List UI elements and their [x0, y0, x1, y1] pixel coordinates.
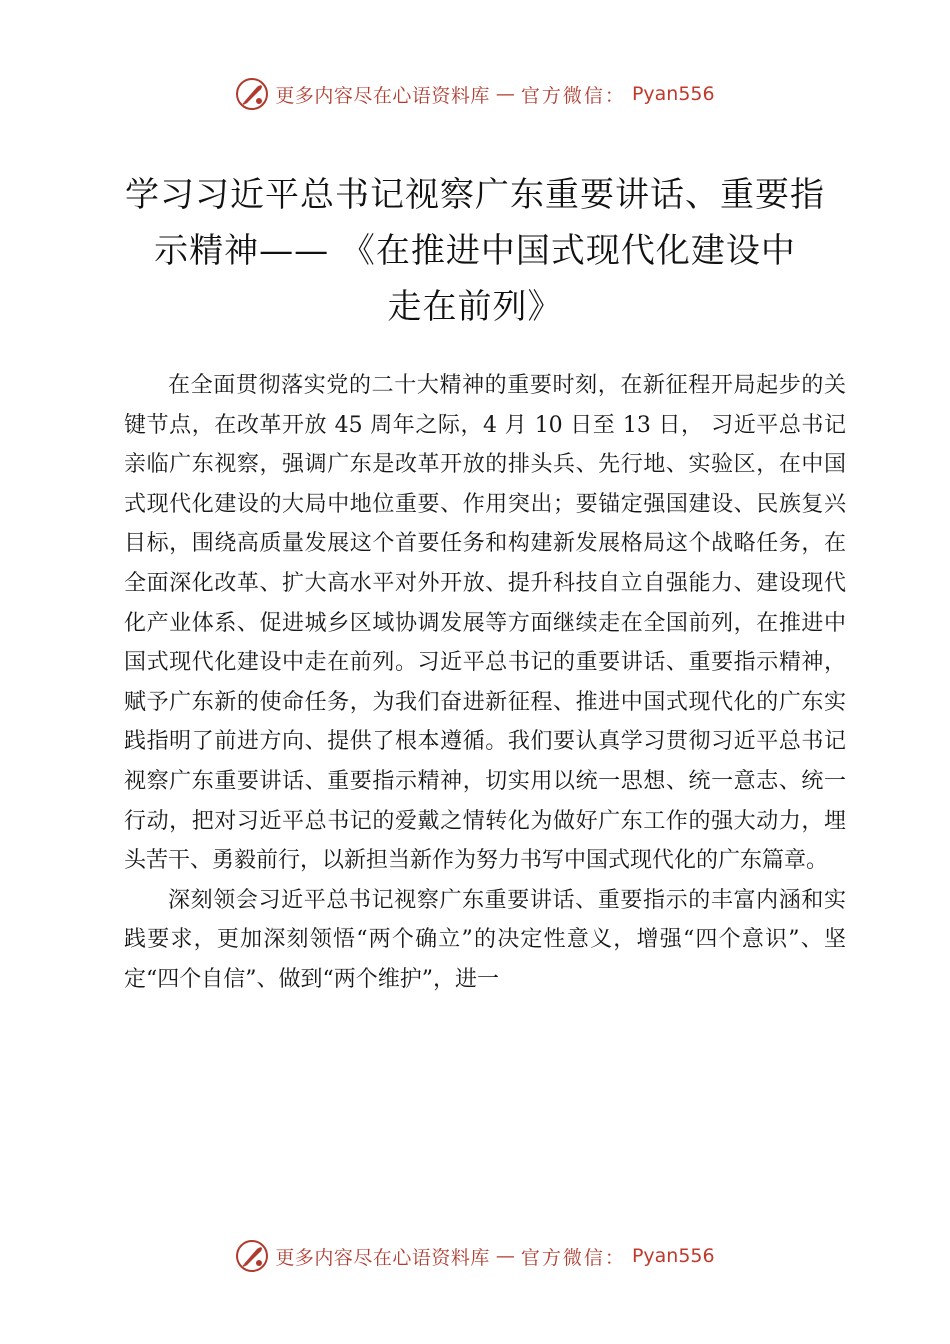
document-title [110, 167, 840, 335]
banner-wechat-id: Pyan556 [631, 83, 715, 105]
footer-wechat-id: Pyan556 [631, 1245, 715, 1267]
paragraph-1: 在全面贯彻落实党的二十大精神的重要时刻，在新征程开局起步的关键节点，在改革开放 45 周年之际，4 月 10 日至 13 日， 习近平总书记亲临广东视察，强调广东是改革开放的排头兵、先行地、实验区，在中国式现代化建设的大局中地位重要、作用突出；要锚定强国建设、民族复兴目标，围绕高质量发展这个首要任务和构建新发展格局这个战略任务，在全面深化改革、扩大高水平对外开放、提升科技自立自强能力、建设现代化产业体系、促进城乡区域协调发展等方面继续走在全国前列，在推进中国式现代化建设中走在前列。习近平总书记的重要讲话、重要指示精神，赋予广东新的使命任务，为我们奋进新征程、推进中国式现代化的广东实践指明了前进方向、提供了根本遵循。我们要认真学习贯彻习近平总书记视察广东重要讲话、重要指示精神，切实用以统一思想、统一意志、统一行动，把对习近平总书记的爱戴之情转化为做好广东工作的强大动力，埋头苦干、勇毅前行，以新担当新作为努力书写中国式现代化的广东篇章。 [124, 373, 846, 874]
header-banner [0, 74, 950, 114]
footer-banner [0, 1236, 950, 1276]
banner-brand-text: 更多内容尽在心语资料库 [275, 84, 490, 107]
footer-dash: — [495, 1245, 515, 1267]
paragraph-2: 深刻领会习近平总书记视察广东重要讲话、重要指示的丰富内涵和实践要求，更加深刻领悟“两个确立”的决定性意义，增强“四个意识”、坚定“四个自信”、做到“两个维护”，进一 [124, 887, 846, 992]
title-line-3: 走在前列》 [387, 287, 563, 327]
title-line-2: 示精神—— 《在推进中国式现代化建设中 [154, 231, 796, 271]
footer-wechat-label: 官方微信： [520, 1246, 626, 1269]
banner-wechat-label: 官方微信： [520, 84, 626, 107]
document-body [124, 366, 846, 1000]
title-line-1: 学习习近平总书记视察广东重要讲话、重要指 [125, 175, 825, 215]
footer-brand-text: 更多内容尽在心语资料库 [275, 1246, 490, 1269]
quill-pen-logo-icon [235, 1239, 269, 1273]
quill-pen-logo-icon [235, 77, 269, 111]
banner-dash: — [495, 83, 515, 105]
